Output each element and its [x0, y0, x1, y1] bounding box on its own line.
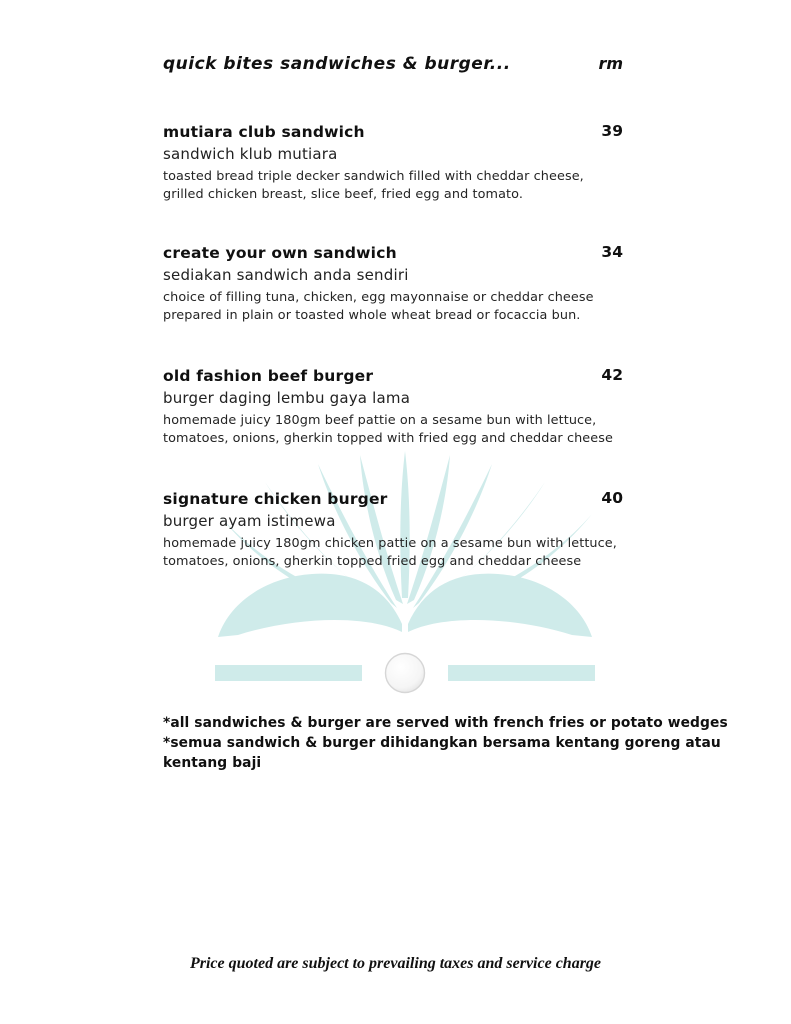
item-description-line: tomatoes, onions, gherkin topped fried egg and cheddar cheese: [163, 554, 582, 569]
item-description-line: homemade juicy 180gm beef pattie on a sesame bun with lettuce,: [163, 413, 597, 428]
menu-item-mutiara-club-sandwich: [163, 122, 623, 204]
item-description-line: grilled chicken breast, slice beef, fried egg and tomato.: [163, 187, 524, 202]
menu-item-old-fashion-beef-burger: [163, 366, 623, 448]
footnote-line: *semua sandwich & burger dihidangkan bersama kentang goreng atau: [163, 735, 721, 751]
item-name: old fashion beef burger: [163, 367, 374, 385]
item-price: 34: [601, 243, 623, 261]
item-price: 39: [601, 122, 623, 140]
item-description-line: choice of filling tuna, chicken, egg mayonnaise or cheddar cheese: [163, 290, 594, 305]
price-column-header: rm: [598, 54, 623, 73]
footnote-line: *all sandwiches & burger are served with french fries or potato wedges: [163, 715, 728, 731]
serving-footnote: [163, 713, 728, 773]
menu-item-create-your-own-sandwich: [163, 243, 623, 325]
item-translation: burger ayam istimewa: [163, 512, 336, 530]
menu-item-signature-chicken-burger: [163, 489, 623, 571]
item-name: create your own sandwich: [163, 244, 397, 262]
page-title: quick bites sandwiches & burger...: [163, 54, 511, 74]
item-translation: burger daging lembu gaya lama: [163, 389, 411, 407]
footnote-line: kentang baji: [163, 755, 262, 771]
item-price: 40: [601, 489, 623, 507]
item-translation: sandwich klub mutiara: [163, 145, 338, 163]
item-price: 42: [601, 366, 623, 384]
item-description-line: homemade juicy 180gm chicken pattie on a sesame bun with lettuce,: [163, 536, 617, 551]
item-name: signature chicken burger: [163, 490, 388, 508]
item-name: mutiara club sandwich: [163, 123, 365, 141]
item-description-line: toasted bread triple decker sandwich filled with cheddar cheese,: [163, 169, 584, 184]
price-disclaimer: Price quoted are subject to prevailing taxes and service charge: [189, 955, 602, 972]
item-translation: sediakan sandwich anda sendiri: [163, 266, 409, 284]
item-description-line: prepared in plain or toasted whole wheat bread or focaccia bun.: [163, 308, 581, 323]
item-description-line: tomatoes, onions, gherkin topped with fried egg and cheddar cheese: [163, 431, 613, 446]
